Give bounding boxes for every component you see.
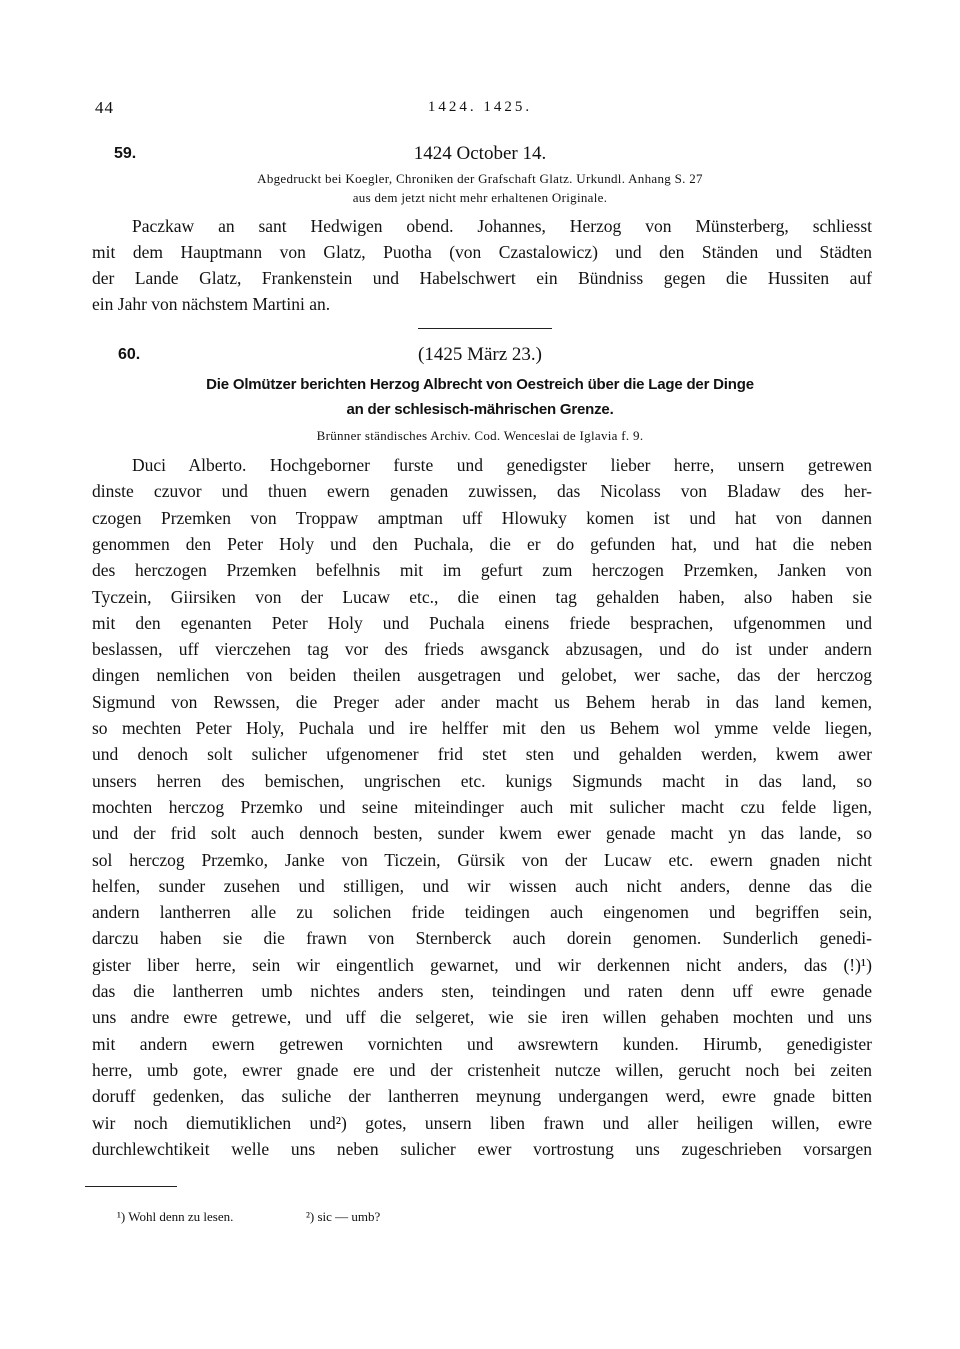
body-60-line-2: dinste czuvor und thuen ewern genaden zuwissen, das Nicolass von Bladaw des her- (92, 481, 872, 502)
body-60-line-26: wir noch diemutiklichen und²) gotes, unsern liben frawn und aller heiligen willen, ewre (92, 1112, 872, 1133)
body-60-line-6: Tyczein, Giirsiken von der Lucaw etc., die einen tag gehalden haben, also haben sie (92, 586, 872, 607)
body-60-line-15: und der frid solt auch dennoch besten, sunder kwem ewer genade macht yn das lande, so (92, 823, 872, 844)
body-60-line-22: uns andre ewre getrewe, und uff die selgeret, wie sie iren willen gehaben mochten und uns (92, 1007, 872, 1028)
footnote-2: ²) sic — umb? (306, 1209, 381, 1224)
source-note-59-line-1: Abgedruckt bei Koegler, Chroniken der Grafschaft Glatz. Urkundl. Anhang S. 27 (257, 171, 703, 186)
footnote-rule (85, 1186, 177, 1187)
body-60-line-18: andern lantherren alle zu solichen fride teidingen auch eingenomen und begriffen sein, (92, 902, 872, 923)
body-60-line-14: mochten herczog Przemko und seine miteindinger auch mit sulicher macht czu felde ligen, (92, 796, 872, 817)
footnote-1: ¹) Wohl denn zu lesen. (117, 1209, 234, 1224)
body-60-line-5: des herczogen Przemken befelhnis mit im gefurt zum herczogen Przemken, Janken von (92, 560, 872, 581)
body-60-line-3: czogen Przemken von Troppaw amptman uff Hlowuky komen ist und hat von dannen (92, 507, 872, 528)
body-60-line-16: sol herczog Przemko, Janke von Ticzein, Gürsik von der Lucaw etc. ewern gnaden nicht (92, 849, 872, 870)
body-60-line-19: darczu haben sie die frawn von Sternberck auch dorein genomen. Sunderlich genedi- (92, 928, 872, 949)
body-60-line-24: herre, umb gote, ewrer gnade ere und der cristenheit nutcze willen, gerucht noch bei zeiten (92, 1059, 872, 1080)
body-60-line-21: das die lantherren umb nichtes anders sten, teindingen und raten denn uff ewre genade (92, 981, 872, 1001)
body-59-line-3: der Lande Glatz, Frankenstein und Habelschwert ein Bündniss gegen die Hussiten auf (92, 268, 872, 288)
body-60-line-7: mit den egenanten Peter Holy und Puchala einens friede besprachen, ufgenommen und (92, 612, 872, 633)
body-60-line-17: helfen, sunder zusehen und stilligen, und wir wissen auch nicht anders, denne das die (92, 875, 872, 896)
body-60-line-8: beslassen, uff vierczehen tag vor des frieds awsganck abzusagen, und do ist under andern (92, 639, 872, 660)
source-note-60: Brünner ständisches Archiv. Cod. Wenceslai de Iglavia f. 9. (316, 428, 644, 443)
document-date-59: 1424 October 14. (413, 143, 547, 164)
body-59-line-2: mit dem Hauptmann von Glatz, Puotha (von Czastalowicz) und den Ständen und Städten (92, 242, 872, 262)
body-60-line-4: genommen den Peter Holy und den Puchala, die er do gefunden hat, und hat die neben (92, 533, 872, 554)
body-60-line-10: Sigmund von Rewssen, die Preger ader ander macht us Behem herab in das land kemen, (92, 691, 872, 712)
body-60-line-23: mit andern ewern getrewen vornichten und awsrewtern kunden. Hirumb, genedigister (92, 1033, 872, 1054)
body-60-line-9: dingen nemlichen von beiden theilen ausgetragen und gelobet, wer sache, das der herczog (92, 665, 872, 686)
source-note-59-line-2: aus dem jetzt nicht mehr erhaltenen Originale. (352, 190, 608, 205)
section-divider (418, 328, 552, 329)
page-number: 44 (95, 98, 114, 117)
running-title: 1424. 1425. (427, 99, 533, 115)
body-60-line-12: und denoch solt sulicher ufgenomener frid stet sten und gehalden werden, kwem awer (92, 744, 872, 765)
regest-heading-line-1: Die Olmützer berichten Herzog Albrecht von Oestreich über die Lage der Dinge (206, 376, 754, 393)
body-60-line-13: unsers herren des bemischen, ungrischen etc. kunigs Sigmunds macht in das land, so (92, 770, 872, 791)
body-59-line-4: ein Jahr von nächstem Martini an. (92, 294, 331, 314)
body-60-line-1: Duci Alberto. Hochgeborner furste und genedigster lieber herre, unsern getrewen (132, 455, 872, 475)
body-59-line-1: Paczkaw an sant Hedwigen obend. Johannes, Herzog von Münsterberg, schliesst (132, 216, 872, 236)
body-60-line-20: gister liber herre, sein wir eingentlich gewarnet, und wir derkennen nicht anders, das (!)¹) (92, 954, 872, 975)
document-number-60: 60. (118, 346, 141, 363)
document-number-59: 59. (114, 145, 137, 162)
body-60-line-25: doruff gedenken, das suliche der lantherren meynung undergangen werd, ewre gnade bitten (92, 1086, 872, 1107)
regest-heading-line-2: an der schlesisch-mährischen Grenze. (346, 401, 614, 418)
body-60-line-27: durchlewchtikeit welle uns neben sulicher ewer vortrostung uns zugeschrieben vorsargen (92, 1138, 872, 1159)
body-60-line-11: so mechten Peter Holy, Puchala und ire helffer mit den us Behem wol ymme velde liegen, (92, 718, 872, 738)
document-date-60: (1425 März 23.) (418, 344, 542, 365)
